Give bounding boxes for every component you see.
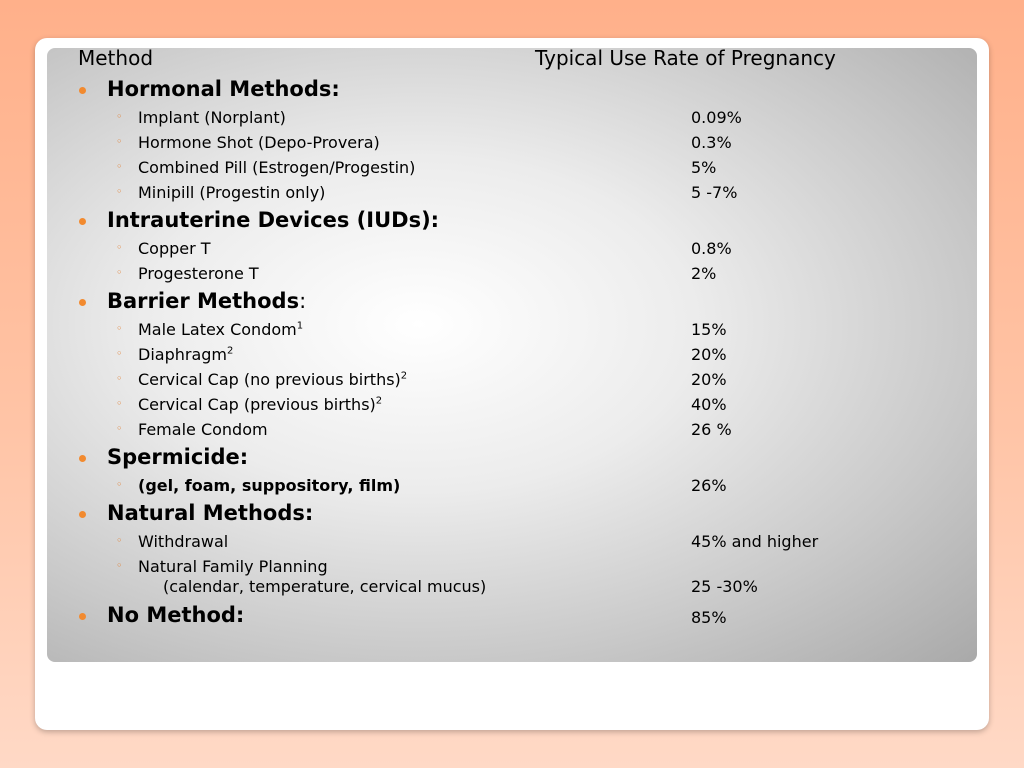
sub-bullet-icon: ◦ — [116, 422, 123, 435]
bullet-icon — [79, 299, 86, 306]
sub-bullet-icon: ◦ — [116, 322, 123, 335]
method-copper-t: Copper T — [138, 239, 211, 258]
rate-copper-t: 0.8% — [691, 239, 732, 258]
bullet-icon — [79, 218, 86, 225]
method-spermicide-forms: (gel, foam, suppository, film) — [138, 476, 401, 495]
category-hormonal: Hormonal Methods: — [107, 77, 340, 101]
method-family-planning: Natural Family Planning — [138, 557, 328, 576]
sub-bullet-icon: ◦ — [116, 241, 123, 254]
sub-bullet-icon: ◦ — [116, 478, 123, 491]
sub-bullet-icon: ◦ — [116, 185, 123, 198]
method-withdrawal: Withdrawal — [138, 532, 229, 551]
rate-diaphragm: 20% — [691, 345, 727, 364]
sub-bullet-icon: ◦ — [116, 559, 123, 572]
sub-bullet-icon: ◦ — [116, 160, 123, 173]
method-male-condom — [138, 320, 303, 339]
rate-cervical-cap-no-births: 20% — [691, 370, 727, 389]
category-natural: Natural Methods: — [107, 501, 314, 525]
method-progesterone-t: Progesterone T — [138, 264, 259, 283]
method-family-planning-detail: (calendar, temperature, cervical mucus) — [163, 577, 487, 596]
method-implant: Implant (Norplant) — [138, 108, 286, 127]
method-cervical-cap-no-births-label: Cervical Cap (no previous births) — [138, 370, 401, 389]
rate-cervical-cap-births: 40% — [691, 395, 727, 414]
method-combined-pill: Combined Pill (Estrogen/Progestin) — [138, 158, 416, 177]
category-barrier-colon: : — [299, 289, 307, 313]
rate-spermicide: 26% — [691, 476, 727, 495]
method-male-condom-label: Male Latex Condom — [138, 320, 297, 339]
method-header: Method — [78, 46, 154, 70]
method-cervical-cap-births-label: Cervical Cap (previous births) — [138, 395, 376, 414]
sub-bullet-icon: ◦ — [116, 397, 123, 410]
rate-progesterone-t: 2% — [691, 264, 717, 283]
method-diaphragm-label: Diaphragm — [138, 345, 227, 364]
bullet-icon — [79, 613, 86, 620]
footnote-marker: 1 — [296, 320, 304, 332]
rate-implant: 0.09% — [691, 108, 742, 127]
rate-minipill: 5 -7% — [691, 183, 738, 202]
footnote-marker: 2 — [227, 345, 234, 357]
method-cervical-cap-births — [138, 395, 382, 414]
rate-combined-pill: 5% — [691, 158, 717, 177]
rate-withdrawal: 45% and higher — [691, 532, 819, 551]
sub-bullet-icon: ◦ — [116, 347, 123, 360]
method-diaphragm — [138, 345, 233, 364]
method-minipill: Minipill (Progestin only) — [138, 183, 326, 202]
sub-bullet-icon: ◦ — [116, 266, 123, 279]
rate-male-condom: 15% — [691, 320, 727, 339]
rate-header: Typical Use Rate of Pregnancy — [535, 46, 836, 70]
sub-bullet-icon: ◦ — [116, 372, 123, 385]
sub-bullet-icon: ◦ — [116, 110, 123, 123]
method-female-condom: Female Condom — [138, 420, 268, 439]
category-barrier-label: Barrier Methods — [107, 289, 300, 313]
rate-female-condom: 26 % — [691, 420, 732, 439]
category-spermicide: Spermicide: — [107, 445, 249, 469]
category-no-method: No Method: — [107, 603, 245, 627]
rate-family-planning: 25 -30% — [691, 577, 758, 596]
sub-bullet-icon: ◦ — [116, 534, 123, 547]
rate-no-method: 85% — [691, 608, 727, 627]
method-shot: Hormone Shot (Depo-Provera) — [138, 133, 380, 152]
category-barrier — [107, 289, 306, 313]
bullet-icon — [79, 511, 86, 518]
method-cervical-cap-no-births — [138, 370, 407, 389]
footnote-marker: 2 — [375, 395, 383, 407]
sub-bullet-icon: ◦ — [116, 135, 123, 148]
category-iud: Intrauterine Devices (IUDs): — [107, 208, 440, 232]
bullet-icon — [79, 87, 86, 94]
rate-shot: 0.3% — [691, 133, 732, 152]
bullet-icon — [79, 455, 86, 462]
footnote-marker: 2 — [400, 370, 408, 382]
